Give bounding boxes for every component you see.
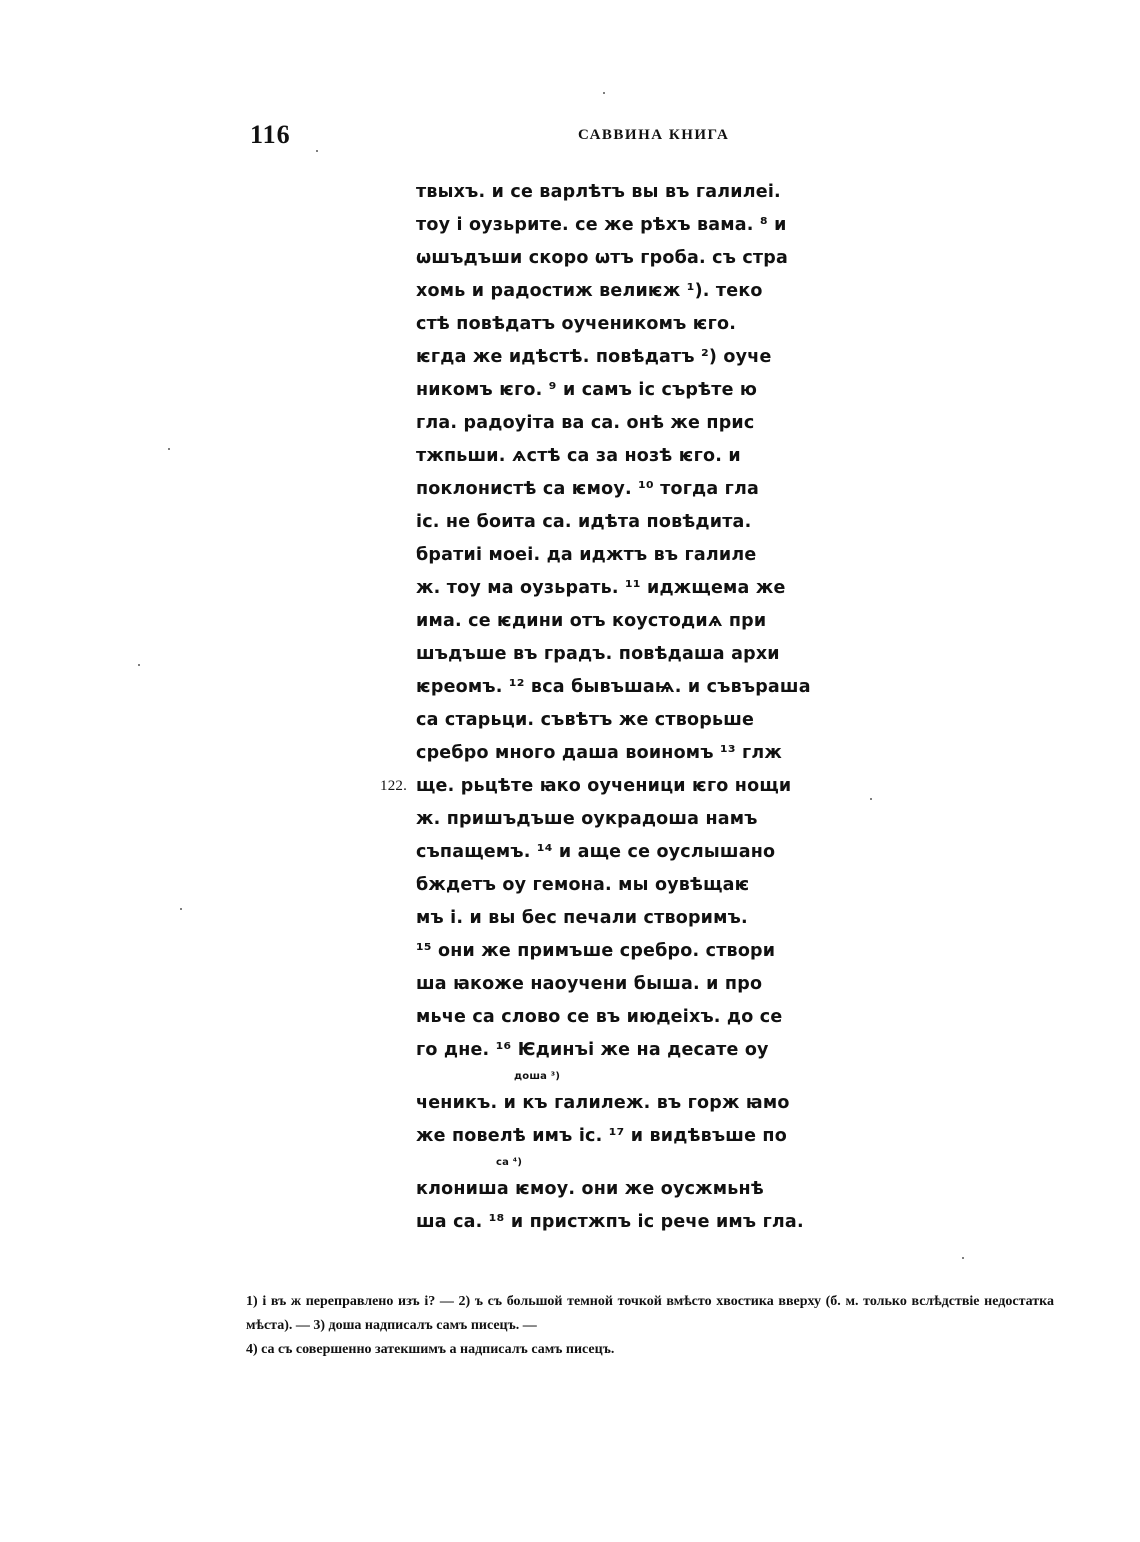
interlinear-gloss: доша ³) <box>514 1071 561 1082</box>
text-line: хомь и радостиж велиѥж ¹). теко <box>416 281 763 301</box>
text-line: ¹⁵ они же примъше сребро. створи <box>416 941 776 961</box>
text-line: никомъ ѥго. ⁹ и самъ іс сърѣте ю <box>416 380 758 400</box>
text-line-content: ще. рьцѣте ꙗко оученици ѥго нощи <box>416 776 792 796</box>
text-line: ѥгда же идѣстѣ. повѣдатъ ²) оуче <box>416 347 772 367</box>
footnote-paragraph: 4) са съ совершенно затекшимъ а надписалъ самъ писецъ. <box>246 1342 615 1357</box>
running-head: САВВИНА КНИГА <box>578 127 730 143</box>
text-line: твыхъ. и се варлѣтъ вы въ галилеі. <box>416 182 781 202</box>
text-line: сребро много даша воиномъ ¹³ глж <box>416 743 782 763</box>
scan-speck <box>316 150 318 152</box>
text-line: мьче са слово се въ июдеіхъ. до се <box>416 1007 783 1027</box>
text-line: стѣ повѣдатъ оученикомъ ѥго. <box>416 314 737 334</box>
text-line: ѡшъдъши скоро ѡтъ гроба. съ стра <box>416 248 789 268</box>
text-line: тоу і оузьрите. се же рѣхъ вама. ⁸ и <box>416 215 787 235</box>
scan-speck <box>168 448 170 450</box>
text-line: братиі моеі. да иджтъ въ галиле <box>416 545 757 565</box>
text-line: же повелѣ имъ іс. ¹⁷ и видѣвъше по <box>416 1126 787 1146</box>
scan-speck <box>180 908 182 910</box>
text-line: тжпьши. ѧстѣ са за нозѣ ѥго. и <box>416 446 741 466</box>
text-line: ченикъ. и къ галилеж. въ горж ꙗмо <box>416 1093 790 1113</box>
interlinear-gloss: са ⁴) <box>496 1157 523 1168</box>
text-line: са старьци. съвѣтъ же створьше <box>416 710 755 730</box>
text-line: поклонистѣ са ѥмоу. ¹⁰ тогда гла <box>416 479 760 499</box>
text-line: шъдъше въ градъ. повѣдаша архи <box>416 644 780 664</box>
main-text-block <box>380 176 886 1239</box>
text-line: ж. пришъдъше оукрадоша намъ <box>416 809 758 829</box>
text-line: ша са. ¹⁸ и пристжпъ іс рече имъ гла. <box>416 1212 804 1232</box>
text-line: гла. радоуіта ва са. онѣ же прис <box>416 413 755 433</box>
text-line: ж. тоу ма оузьрать. ¹¹ иджщема же <box>416 578 786 598</box>
page-number: 116 <box>250 120 291 149</box>
text-line: ѥреомъ. ¹² вса бывъшаѩ. и съвъраша <box>416 677 811 697</box>
text-line: ша ꙗкоже наоучени быша. и про <box>416 974 763 994</box>
scan-speck <box>138 664 140 666</box>
text-line: съпащемъ. ¹⁴ и аще се оуслышано <box>416 842 776 862</box>
text-line: клониша ѥмоу. они же оусжмьнѣ <box>416 1179 764 1199</box>
text-line: іс. не боита са. идѣта повѣдита. <box>416 512 752 532</box>
text-line: има. се ѥдини отъ коустодиѧ при <box>416 611 767 631</box>
text-line <box>380 770 886 803</box>
scan-speck <box>962 1257 964 1259</box>
text-line: бждетъ оу гемона. мы оувѣщаѥ <box>416 875 750 895</box>
footnotes <box>246 1290 1054 1362</box>
footnote-paragraph: 1) і въ ж переправлено изъ і? — 2) ъ съ большой темной точкой вмѣсто хвостика вверху (б. м. только вслѣдствіе недостатка мѣста). — 3) доша надписалъ самъ писецъ. — <box>246 1294 1054 1333</box>
text-line: мъ і. и вы бес печали створимъ. <box>416 908 748 928</box>
margin-reference: 122. <box>380 778 408 794</box>
text-line: го дне. ¹⁶ Ѥдинъі же на десате оу <box>416 1040 769 1060</box>
scan-speck <box>603 92 605 94</box>
scan-speck <box>870 798 872 800</box>
